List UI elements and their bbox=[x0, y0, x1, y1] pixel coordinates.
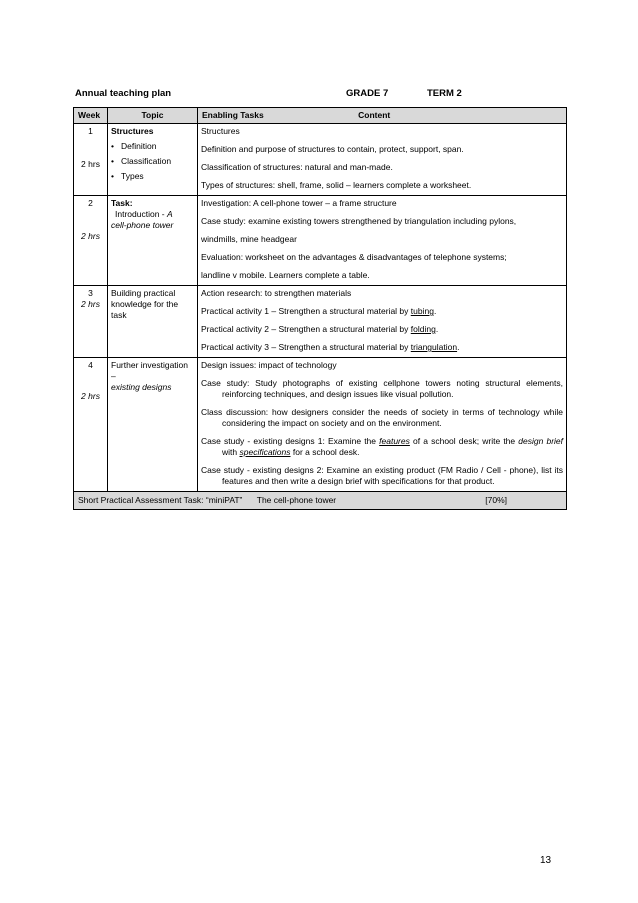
activity-line bbox=[201, 342, 563, 353]
page-number: 13 bbox=[540, 855, 552, 866]
week-cell bbox=[74, 124, 108, 196]
content-line: Case study - existing designs 2: Examine an existing product (FM Radio / Cell - phone), list its features and then write a design brief with specifications for that product. bbox=[201, 465, 563, 486]
teaching-plan-table bbox=[73, 107, 567, 510]
activity-method: tubing bbox=[410, 306, 434, 316]
content-line: Case study: examine existing towers strengthened by triangulation including pylons, bbox=[201, 216, 517, 226]
week-number: 4 bbox=[88, 360, 93, 370]
topic-line: cell-phone tower bbox=[111, 220, 174, 230]
topic-cell bbox=[108, 196, 198, 286]
activity-end: . bbox=[435, 324, 439, 334]
week-hours: 2 hrs bbox=[81, 391, 100, 401]
content-line: Structures bbox=[201, 126, 240, 136]
week-hours: 2 hrs bbox=[81, 159, 100, 169]
content-line: windmills, mine headgear bbox=[201, 234, 297, 244]
table-row bbox=[74, 286, 567, 358]
topic-cell bbox=[108, 124, 198, 196]
table-row bbox=[74, 196, 567, 286]
activity-text: Practical activity 2 – Strengthen a structural material by bbox=[201, 324, 411, 334]
topic-line bbox=[111, 209, 194, 220]
assessment-cell bbox=[74, 492, 567, 510]
topic-text-italic: A bbox=[166, 209, 173, 219]
topic-line: Further investigation – bbox=[111, 360, 189, 381]
content-cell bbox=[198, 286, 567, 358]
week-hours: 2 hrs bbox=[81, 299, 100, 309]
activity-text: Practical activity 3 – Strengthen a structural material by bbox=[201, 342, 411, 352]
col-tasks: Enabling Tasks bbox=[202, 110, 264, 120]
case-text: for a school desk. bbox=[290, 447, 360, 457]
week-cell bbox=[74, 196, 108, 286]
topic-title: Task: bbox=[111, 198, 133, 208]
activity-method: triangulation bbox=[410, 342, 458, 352]
content-line: Classification of structures: natural and man-made. bbox=[201, 162, 393, 172]
term-label: TERM 2 bbox=[427, 88, 462, 99]
case-study-line bbox=[201, 436, 563, 458]
assessment-label: Short Practical Assessment Task: “miniPAT” bbox=[78, 495, 243, 505]
list-item: • Classification bbox=[111, 156, 194, 167]
assessment-task: The cell-phone tower bbox=[256, 495, 337, 505]
case-specifications: specifications bbox=[239, 447, 291, 457]
content-line: Case study: Study photographs of existing cellphone towers noting structural elements, reinforcing techniques, and design issues like visual pollution. bbox=[201, 378, 563, 399]
case-text: Case study - existing designs 1: Examine the bbox=[201, 436, 380, 446]
list-item: • Types bbox=[111, 171, 194, 182]
content-line: landline v mobile. Learners complete a table. bbox=[201, 270, 370, 280]
content-line: Class discussion: how designers consider the needs of society in terms of technology while considering the impact on society and on the environment. bbox=[201, 407, 563, 428]
plan-title: Annual teaching plan bbox=[75, 88, 172, 99]
content-cell bbox=[198, 124, 567, 196]
week-number: 2 bbox=[88, 198, 93, 208]
content-line: Definition and purpose of structures to contain, protect, support, span. bbox=[201, 144, 464, 154]
topic-line: existing designs bbox=[111, 382, 172, 392]
col-content: Content bbox=[358, 110, 391, 120]
week-cell bbox=[74, 286, 108, 358]
assessment-row bbox=[74, 492, 567, 510]
list-item: • Definition bbox=[111, 141, 194, 152]
topic-cell: Building practical knowledge for the task bbox=[108, 286, 198, 358]
case-features: features bbox=[379, 436, 410, 446]
week-cell bbox=[74, 358, 108, 492]
col-week: Week bbox=[74, 108, 108, 124]
week-number: 3 bbox=[88, 288, 93, 298]
content-line: Design issues: impact of technology bbox=[201, 360, 337, 370]
content-line: Action research: to strengthen materials bbox=[201, 288, 352, 298]
topic-bullet-list bbox=[111, 141, 194, 182]
col-topic: Topic bbox=[108, 108, 198, 124]
activity-end: . bbox=[457, 342, 460, 352]
content-cell bbox=[198, 196, 567, 286]
activity-line bbox=[201, 306, 563, 317]
case-text: of a school desk; write the bbox=[409, 436, 519, 446]
content-line: Types of structures: shell, frame, solid – learners complete a worksheet. bbox=[201, 180, 472, 190]
table-row bbox=[74, 124, 567, 196]
topic-cell bbox=[108, 358, 198, 492]
activity-end: . bbox=[433, 306, 437, 316]
week-number: 1 bbox=[88, 126, 93, 136]
case-text: with bbox=[222, 447, 240, 457]
case-design-brief: design brief bbox=[518, 436, 563, 446]
table-row bbox=[74, 358, 567, 492]
activity-line bbox=[201, 324, 563, 335]
content-line: Evaluation: worksheet on the advantages & disadvantages of telephone systems; bbox=[201, 252, 507, 262]
grade-label: GRADE 7 bbox=[346, 88, 389, 99]
col-tasks-content bbox=[198, 108, 567, 124]
activity-method: folding bbox=[410, 324, 436, 334]
content-cell bbox=[198, 358, 567, 492]
topic-title: Structures bbox=[111, 126, 154, 136]
topic-text: Introduction - bbox=[115, 209, 167, 219]
content-line: Investigation: A cell-phone tower – a frame structure bbox=[201, 198, 397, 208]
table-header-row bbox=[74, 108, 567, 124]
assessment-weight: [70%] bbox=[485, 495, 507, 505]
activity-text: Practical activity 1 – Strengthen a structural material by bbox=[201, 306, 411, 316]
week-hours: 2 hrs bbox=[81, 231, 100, 241]
